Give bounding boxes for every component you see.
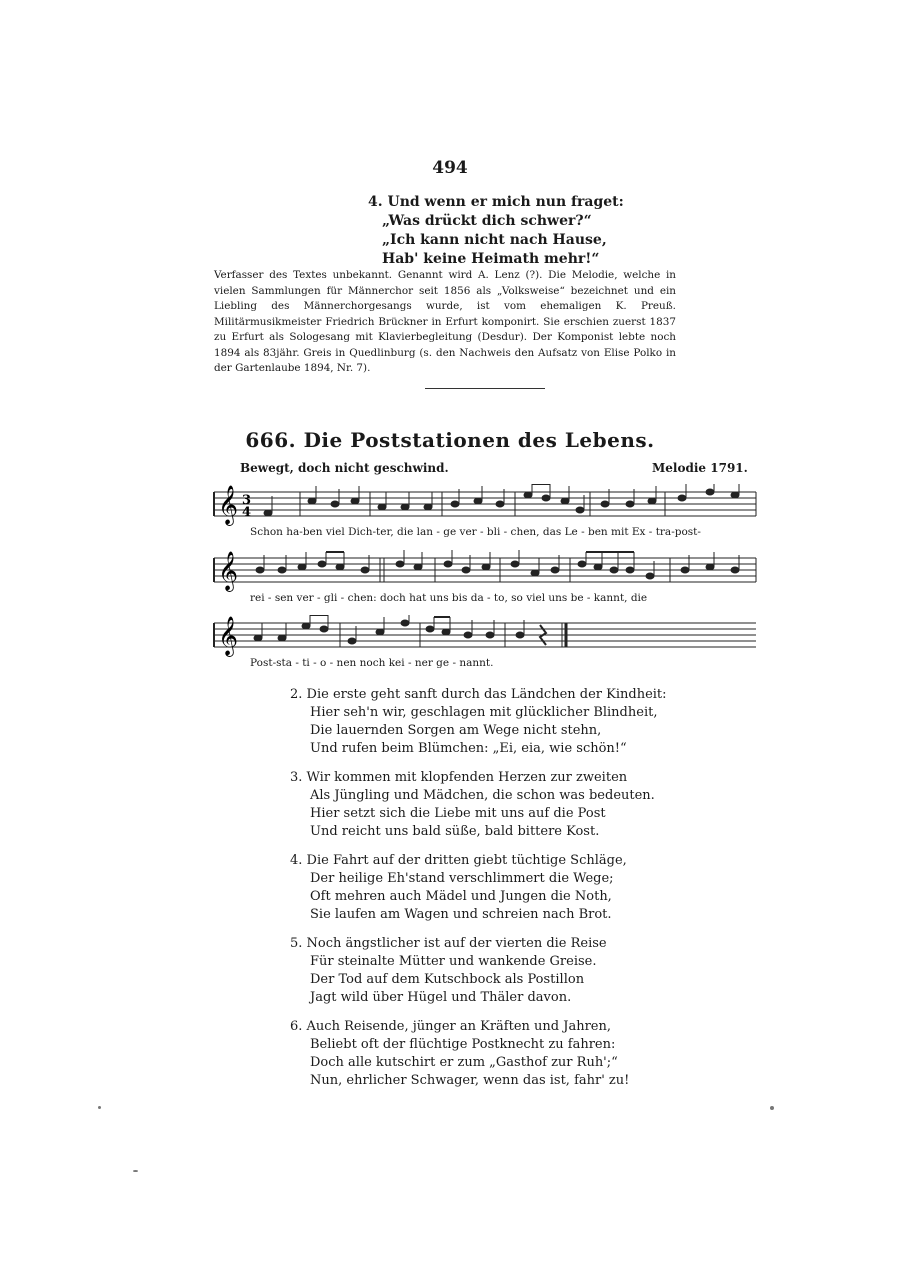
- stanza-6: [290, 1018, 690, 1090]
- stanza-line: Und rufen beim Blümchen: „Ei, eia, wie schön!“: [310, 741, 627, 756]
- paper-speck: [133, 1170, 138, 1172]
- time-signature-bottom: 4: [242, 505, 252, 520]
- stanza-line: 3. Wir kommen mit klopfenden Herzen zur zweiten: [290, 770, 628, 785]
- verse-line: 4. Und wenn er mich nun fraget:: [368, 194, 624, 210]
- paper-speck: [98, 1106, 101, 1109]
- music-staff-1: [210, 484, 760, 528]
- source-note: [214, 268, 676, 377]
- stanza-line: Sie laufen am Wagen und schreien nach Brot.: [310, 907, 612, 922]
- stanza-line: Die lauernden Sorgen am Wege nicht stehn,: [310, 723, 602, 738]
- stanza-line: 5. Noch ängstlicher ist auf der vierten die Reise: [290, 936, 607, 951]
- song-title: Die Poststationen des Lebens.: [303, 428, 655, 452]
- stanza-line: 4. Die Fahrt auf der dritten giebt tüchtige Schläge,: [290, 853, 627, 868]
- verse-line: „Ich kann nicht nach Hause,: [382, 232, 607, 248]
- lyrics-line-3: Post-sta - ti - o - nen noch kei - ner ge - nannt.: [250, 657, 494, 669]
- treble-clef-icon: 𝄞: [218, 551, 239, 591]
- stanza-line: 2. Die erste geht sanft durch das Ländchen der Kindheit:: [290, 687, 667, 702]
- treble-clef-icon: 𝄞: [218, 485, 239, 525]
- lyrics-line-1: Schon ha-ben viel Dich-ter, die lan - ge ver - bli - chen, das Le - ben mit Ex - tra-post-: [250, 526, 701, 538]
- treble-clef-icon: 𝄞: [218, 616, 239, 656]
- song-number: 666.: [245, 428, 297, 452]
- stanza-line: Hier setzt sich die Liebe mit uns auf die Post: [310, 806, 606, 821]
- section-divider: [425, 388, 545, 389]
- song-heading: [0, 428, 900, 452]
- stanza-line: Beliebt oft der flüchtige Postknecht zu fahren:: [310, 1037, 616, 1052]
- stanza-2: [290, 686, 690, 758]
- music-staff-2: [210, 550, 760, 594]
- time-signature-top: 3: [242, 493, 252, 508]
- stanza-line: Doch alle kutschirt er zum „Gasthof zur Ruh';“: [310, 1055, 618, 1070]
- stanza-line: Der Tod auf dem Kutschbock als Postillon: [310, 972, 585, 987]
- stanzas: [290, 686, 690, 1101]
- stanza-line: 6. Auch Reisende, jünger an Kräften und Jahren,: [290, 1019, 611, 1034]
- paper-speck: [770, 1106, 774, 1110]
- stanza-5: [290, 935, 690, 1007]
- source-note-text: Verfasser des Textes unbekannt. Genannt wird A. Lenz (?). Die Melodie, welche in vielen Sammlungen für Männerchor seit 1856 als „Volksweise“ bezeichnet und ein Liebling des Männerchorgesangs wurde, ist vom ehemaligen K. Preuß. Militärmusikmeister Friedrich Brückner in Erfurt komponirt. Sie erschien zuerst 1837 zu Erfurt als Sologesang mit Klavierbegleitung (Desdur). Der Komponist lebte noch 1894 als 83jähr. Greis in Quedlinburg (s. den Nachweis den Aufsatz von Elise Polko in der Gartenlaube 1894, Nr. 7).: [214, 269, 676, 374]
- stanza-line: Nun, ehrlicher Schwager, wenn das ist, fahr' zu!: [310, 1073, 630, 1088]
- stanza-line: Hier seh'n wir, geschlagen mit glücklicher Blindheit,: [310, 705, 658, 720]
- stanza-line: Für steinalte Mütter und wankende Greise.: [310, 954, 597, 969]
- stanza-line: Als Jüngling und Mädchen, die schon was bedeuten.: [310, 788, 655, 803]
- stanza-line: Und reicht uns bald süße, bald bittere Kost.: [310, 824, 600, 839]
- stanza-4: [290, 852, 690, 924]
- melody-date: Melodie 1791.: [652, 461, 748, 475]
- stanza-3: [290, 769, 690, 841]
- stanza-line: Der heilige Eh'stand verschlimmert die Wege;: [310, 871, 614, 886]
- stanza-line: Oft mehren auch Mädel und Jungen die Noth,: [310, 889, 612, 904]
- verse-line: Hab' keine Heimath mehr!“: [382, 251, 600, 267]
- verse-line: „Was drückt dich schwer?“: [382, 213, 592, 229]
- page-number: 494: [432, 158, 468, 178]
- lyrics-line-2: rei - sen ver - gli - chen: doch hat uns bis da - to, so viel uns be - kannt, die: [250, 592, 648, 604]
- stanza-line: Jagt wild über Hügel und Thäler davon.: [310, 990, 572, 1005]
- verse-4-previous-song: [368, 193, 624, 269]
- music-staff-3: [210, 615, 760, 659]
- tempo-marking: Bewegt, doch nicht geschwind.: [240, 461, 449, 475]
